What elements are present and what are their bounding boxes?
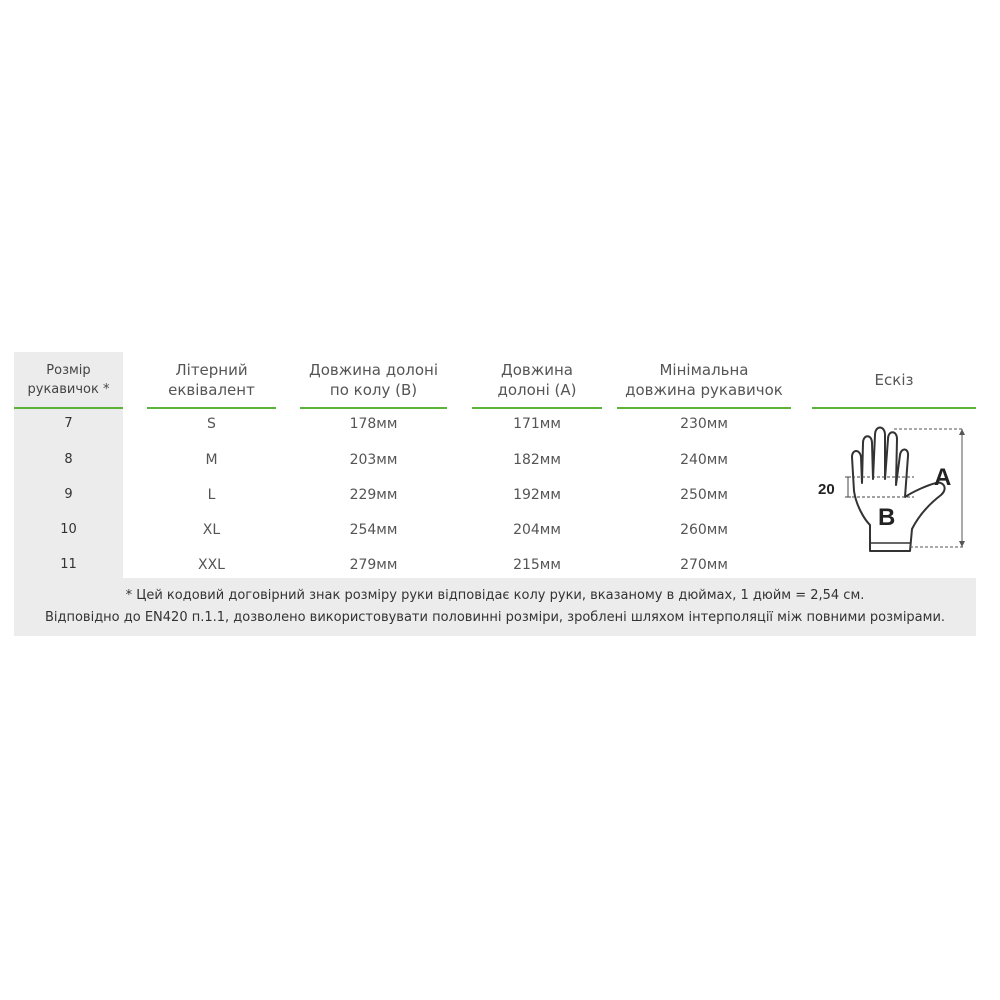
footnote-line-2: Відповідно до EN420 п.1.1, дозволено використовувати половинні розміри, зроблені шляхом інтерполяції між повними розмірами. bbox=[44, 610, 946, 625]
column-letter bbox=[147, 352, 276, 578]
column-palm-circumference bbox=[300, 352, 447, 578]
column-palm-length bbox=[472, 352, 602, 578]
cell-size: 11 bbox=[60, 557, 77, 572]
cell-min-length: 240мм bbox=[680, 452, 728, 468]
cell-size: 9 bbox=[64, 487, 73, 502]
label-20: 20 bbox=[818, 481, 835, 498]
header-sketch: Ескіз bbox=[874, 370, 914, 389]
header-min-length-rule bbox=[617, 407, 791, 409]
column-size bbox=[14, 352, 123, 578]
footnote bbox=[14, 578, 976, 636]
footnote-line-1: * Цей кодовий договірний знак розміру руки відповідає колу руки, вказаному в дюймах, 1 дюйм = 2,54 см. bbox=[125, 588, 865, 603]
header-palm-circumference: Довжина долоні по колу (B) bbox=[308, 360, 439, 399]
label-a: A bbox=[934, 464, 952, 491]
header-size-rule bbox=[14, 407, 123, 409]
cell-size: 10 bbox=[60, 522, 77, 537]
cell-letter: XL bbox=[202, 522, 221, 538]
header-min-length: Мінімальна довжина рукавичок bbox=[625, 360, 783, 399]
cell-min-length: 230мм bbox=[680, 416, 728, 432]
header-palm-length-rule bbox=[472, 407, 602, 409]
cell-letter: L bbox=[207, 487, 216, 503]
label-b: B bbox=[878, 504, 896, 531]
cell-palm-length: 182мм bbox=[513, 452, 561, 468]
cell-size: 8 bbox=[64, 452, 73, 467]
cell-palm-length: 204мм bbox=[513, 522, 561, 538]
cell-size: 7 bbox=[64, 416, 73, 431]
cell-letter: M bbox=[205, 452, 218, 468]
cell-palm-circumference: 229мм bbox=[349, 487, 398, 503]
cell-palm-circumference: 279мм bbox=[349, 557, 398, 573]
cell-palm-circumference: 254мм bbox=[349, 522, 398, 538]
header-sketch-rule bbox=[812, 407, 976, 409]
column-sketch bbox=[812, 352, 976, 412]
cell-palm-length: 171мм bbox=[513, 416, 561, 432]
cell-min-length: 250мм bbox=[680, 487, 728, 503]
header-palm-circumference-rule bbox=[300, 407, 447, 409]
cell-palm-length: 192мм bbox=[513, 487, 561, 503]
hand-sketch bbox=[814, 425, 974, 565]
cell-palm-length: 215мм bbox=[513, 557, 561, 573]
header-letter-rule bbox=[147, 407, 276, 409]
cell-min-length: 260мм bbox=[680, 522, 728, 538]
header-size: Розмір рукавичок * bbox=[27, 362, 110, 397]
glove-outline-icon bbox=[852, 428, 945, 552]
cell-letter: XXL bbox=[198, 557, 225, 573]
cell-palm-circumference: 178мм bbox=[349, 416, 398, 432]
cell-palm-circumference: 203мм bbox=[349, 452, 398, 468]
header-palm-length: Довжина долоні (A) bbox=[497, 360, 577, 399]
cell-min-length: 270мм bbox=[680, 557, 728, 573]
cell-letter: S bbox=[207, 416, 216, 432]
header-letter: Літерний еквівалент bbox=[168, 360, 255, 399]
column-min-length bbox=[617, 352, 791, 578]
